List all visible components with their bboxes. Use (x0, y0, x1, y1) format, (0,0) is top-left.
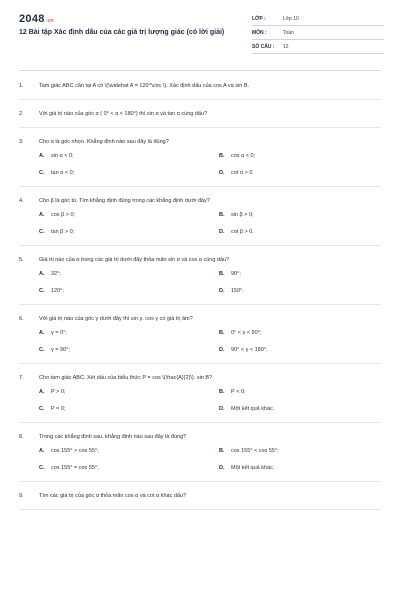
question-number: 6. (19, 316, 24, 322)
option-text: P > 0; (51, 389, 66, 395)
question-number: 4. (19, 198, 24, 204)
answer-options (19, 329, 381, 354)
option-letter: B. (219, 448, 225, 454)
meta-row-grade (252, 12, 384, 26)
answer-option[interactable] (199, 211, 381, 219)
header-divider (19, 70, 381, 71)
answer-option[interactable] (199, 447, 381, 455)
option-text: 120°; (51, 288, 64, 294)
option-letter: B. (219, 153, 225, 159)
document-title: 12 Bài tập Xác định dấu của các giá trị lượng giác (có lời giải) (19, 29, 225, 36)
answer-option[interactable] (19, 228, 199, 236)
answer-option[interactable] (19, 447, 199, 455)
answer-option[interactable] (199, 329, 381, 337)
question-line (19, 374, 381, 382)
option-letter: B. (219, 271, 225, 277)
answer-option[interactable] (199, 228, 381, 236)
option-letter: B. (219, 212, 225, 218)
question-number: 1. (19, 83, 24, 89)
answer-option[interactable] (19, 329, 199, 337)
answer-option[interactable] (199, 169, 381, 177)
answer-options (19, 447, 381, 472)
question-number: 3. (19, 139, 24, 145)
question-line (19, 492, 381, 500)
answer-option[interactable] (19, 464, 199, 472)
answer-option[interactable] (19, 270, 199, 278)
question-text: Tam giác ABC cân tại A có \(\widehat A = 120^\circ \). Xác định dấu của cos A và sin B. (39, 83, 250, 89)
option-letter: D. (219, 406, 225, 412)
question-text: Trong các khẳng định sau, khẳng định nào sau đây là đúng? (39, 434, 187, 440)
question-text: Cho β là góc tù. Tìm khẳng định đúng trong các khẳng định dưới đây? (39, 198, 210, 204)
question-text: Tìm các giá trị của góc α thỏa mãn cos α và cot α khác dấu? (39, 493, 187, 499)
option-text: γ = 90°; (51, 347, 70, 353)
option-text: cos 155° > cos 55°; (51, 448, 99, 454)
option-letter: D. (219, 229, 225, 235)
answer-option[interactable] (199, 464, 381, 472)
answer-option[interactable] (19, 169, 199, 177)
answer-option[interactable] (199, 287, 381, 295)
option-letter: D. (219, 288, 225, 294)
question-item (19, 364, 381, 423)
answer-option[interactable] (19, 287, 199, 295)
option-text: 90°; (231, 271, 241, 277)
question-item (19, 128, 381, 187)
option-text: cot β > 0. (231, 229, 254, 235)
answer-options (19, 211, 381, 236)
option-text: 32°; (51, 271, 61, 277)
meta-row-count (252, 40, 384, 54)
answer-options (19, 152, 381, 177)
meta-value: 12 (283, 43, 289, 50)
question-item (19, 482, 381, 510)
question-number: 8. (19, 434, 24, 440)
option-letter: B. (219, 389, 225, 395)
answer-options (19, 270, 381, 295)
question-item (19, 305, 381, 364)
option-text: Một kết quả khác. (231, 406, 275, 412)
option-letter: A. (39, 271, 45, 277)
question-item (19, 187, 381, 246)
option-text: tan α < 0; (51, 170, 75, 176)
question-item (19, 246, 381, 305)
answer-option[interactable] (19, 211, 199, 219)
meta-key: MÔN : (252, 29, 267, 36)
option-text: 90° < γ < 180°. (231, 347, 268, 353)
question-line (19, 433, 381, 441)
option-letter: B. (219, 330, 225, 336)
question-text: Giá trị nào của α trong các giá trị dưới đây thỏa mãn sin α và cos α cùng dấu? (39, 257, 230, 263)
option-text: P = 0; (51, 406, 66, 412)
question-item (19, 100, 381, 128)
question-line (19, 82, 381, 90)
question-text: Với giá trị nào của góc γ dưới đây thì sin γ. cos γ có giá trị âm? (39, 316, 193, 322)
option-text: cos β > 0; (51, 212, 76, 218)
question-item (19, 423, 381, 482)
option-letter: A. (39, 448, 45, 454)
answer-option[interactable] (199, 270, 381, 278)
meta-key: LỚP : (252, 15, 266, 22)
answer-option[interactable] (199, 388, 381, 396)
option-text: cos 155° < cos 55°; (231, 448, 279, 454)
question-text: Với giá trị nào của góc α ( 0° < α < 180°) thì sin α và tan α cùng dấu? (39, 111, 208, 117)
question-number: 7. (19, 375, 24, 381)
option-text: cos 155° = cos 55°; (51, 465, 99, 471)
option-letter: A. (39, 389, 45, 395)
option-letter: A. (39, 212, 45, 218)
option-text: 0° < γ < 90°; (231, 330, 262, 336)
meta-value: Toán (283, 29, 294, 36)
answer-options (19, 388, 381, 413)
option-letter: D. (219, 170, 225, 176)
answer-option[interactable] (19, 405, 199, 413)
option-letter: D. (219, 347, 225, 353)
logo-text: 2048 (19, 13, 45, 25)
option-text: cot α > 0. (231, 170, 254, 176)
option-letter: A. (39, 153, 45, 159)
question-line (19, 256, 381, 264)
question-number: 9. (19, 493, 24, 499)
option-text: P < 0; (231, 389, 246, 395)
meta-key: SỐ CÂU : (252, 43, 275, 50)
answer-option[interactable] (19, 388, 199, 396)
option-text: Một kết quả khác. (231, 465, 275, 471)
option-text: sin β > 0; (231, 212, 254, 218)
document-meta (252, 12, 384, 54)
question-line (19, 138, 381, 146)
option-text: γ = 0°; (51, 330, 67, 336)
site-logo[interactable] (19, 13, 54, 25)
answer-option[interactable] (199, 346, 381, 354)
option-letter: C. (39, 229, 45, 235)
logo-suffix: .vn (45, 18, 54, 24)
question-line (19, 315, 381, 323)
option-letter: A. (39, 330, 45, 336)
option-letter: D. (219, 465, 225, 471)
option-letter: C. (39, 465, 45, 471)
question-number: 5. (19, 257, 24, 263)
meta-row-subject (252, 26, 384, 40)
answer-option[interactable] (199, 152, 381, 160)
option-letter: C. (39, 288, 45, 294)
question-line (19, 110, 381, 118)
option-text: cos α < 0; (231, 153, 256, 159)
question-text: Cho α là góc nhọn. Khẳng định nào sau đây là đúng? (39, 139, 169, 145)
option-letter: C. (39, 347, 45, 353)
question-list (19, 72, 381, 510)
meta-value: Lớp 10 (283, 15, 299, 22)
option-text: 150°. (231, 288, 244, 294)
question-number: 2. (19, 111, 24, 117)
question-text: Cho tam giác ABC. Xét dấu của biểu thức P = cos \(\frac{A}{2}\). sin B? (39, 375, 213, 381)
option-letter: C. (39, 406, 45, 412)
question-line (19, 197, 381, 205)
answer-option[interactable] (19, 346, 199, 354)
answer-option[interactable] (199, 405, 381, 413)
option-letter: C. (39, 170, 45, 176)
document-header (0, 0, 400, 62)
question-item (19, 72, 381, 100)
option-text: sin α < 0; (51, 153, 74, 159)
answer-option[interactable] (19, 152, 199, 160)
option-text: tan β > 0; (51, 229, 75, 235)
